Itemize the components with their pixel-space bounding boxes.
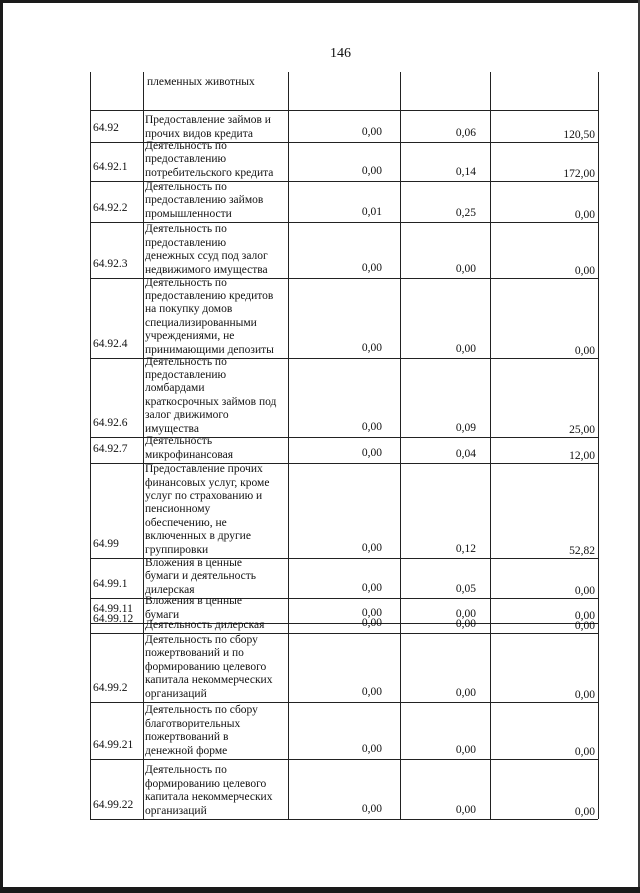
activity-name-line: благотворительных [145, 717, 241, 730]
value-col-3: 0,00 [574, 805, 595, 818]
activity-code: 64.99.11 [93, 602, 133, 615]
table-vertical-line [400, 72, 401, 819]
table-vertical-line [90, 72, 91, 819]
activity-code: 64.99.21 [93, 738, 134, 751]
activity-name-line: предоставлению кредитов [145, 290, 274, 302]
activity-name-line: учреждениями, не [145, 330, 235, 343]
value-col-2: 0,00 [455, 686, 476, 699]
value-col-2: 0,05 [455, 582, 476, 595]
value-col-3: 0,00 [574, 619, 595, 632]
activity-name-line: прочих видов кредита [145, 127, 253, 140]
value-col-1: 0,01 [361, 205, 382, 218]
activity-name-line: организаций [145, 687, 207, 700]
activity-name-line: Деятельность по [145, 276, 227, 289]
activity-name-line: краткосрочных займов под [145, 395, 277, 408]
value-col-2: 0,00 [455, 743, 476, 756]
value-col-2: 0,00 [455, 803, 476, 816]
table-vertical-line [288, 72, 289, 819]
table-horizontal-line [90, 759, 598, 760]
value-col-2: 0,04 [455, 447, 476, 460]
activity-name-line: бумаги [145, 608, 180, 621]
activity-name-line: включенных в другие [145, 530, 251, 543]
activity-name-line: специализированными [145, 316, 257, 329]
activity-name-line: Деятельность [145, 435, 213, 448]
activity-name-line: бумаги и деятельность [145, 570, 257, 583]
value-col-2: 0,09 [455, 421, 476, 434]
activity-name-line: на покупку домов [145, 303, 233, 316]
table-horizontal-line [90, 819, 598, 820]
activity-name-line: ломбардами [145, 382, 205, 395]
activity-code: 64.92.4 [93, 337, 128, 350]
value-col-3: 0,00 [574, 609, 595, 622]
table-horizontal-line [90, 110, 598, 111]
value-col-2: 0,25 [455, 206, 476, 219]
activity-code: 64.99.22 [93, 798, 134, 811]
value-col-1: 0,00 [361, 581, 382, 594]
activity-name-line: Вложения в ценные [145, 556, 242, 569]
activity-name-line: залог движимого [145, 409, 229, 422]
value-col-1: 0,00 [361, 164, 382, 177]
activity-name-line: капитала некоммерческих [145, 674, 273, 687]
value-col-2: 0,00 [455, 262, 476, 275]
activity-name-line: обеспечению, не [145, 516, 227, 529]
table-vertical-line [490, 72, 491, 819]
activity-name-line: Деятельность по [145, 180, 227, 193]
activity-name-line: пожертвований и по [145, 647, 244, 660]
activity-name-line: потребительского кредита [145, 166, 274, 179]
table-vertical-line [598, 72, 599, 819]
value-col-1: 0,00 [361, 420, 382, 433]
activity-name-line: предоставлению займов [145, 194, 264, 207]
activity-name-line: предоставлению [145, 236, 227, 249]
scan-border-bottom [0, 887, 640, 893]
activity-name-line: Деятельность по сбору [145, 634, 258, 646]
activity-name-line: недвижимого имущества [145, 263, 268, 276]
value-col-3: 0,00 [574, 745, 595, 758]
value-col-1: 0,00 [361, 446, 382, 459]
activity-name-line: Вложения в ценные [145, 595, 242, 608]
activity-name-line: услуг по страхованию и [145, 490, 263, 502]
activity-name-line: предоставлению [145, 369, 227, 381]
value-col-3: 120,50 [563, 128, 595, 141]
activity-name-line: группировки [145, 543, 209, 556]
scan-border-top [0, 0, 640, 3]
continuation-name-line: племенных животных [147, 76, 255, 88]
activity-name-line: принимающими депозиты [145, 343, 274, 356]
value-col-2: 0,00 [455, 607, 476, 620]
table-horizontal-line [90, 702, 598, 703]
table-vertical-line [143, 72, 144, 819]
page-number: 146 [330, 46, 351, 61]
activity-name-line: Деятельность по [145, 139, 227, 152]
value-col-2: 0,14 [455, 165, 476, 178]
value-col-1: 0,00 [361, 541, 382, 554]
value-col-1: 0,00 [361, 742, 382, 755]
value-col-3: 25,00 [569, 423, 595, 436]
activity-name-line: имущества [145, 422, 199, 435]
activity-name-line: микрофинансовая [145, 448, 234, 461]
value-col-3: 0,00 [574, 208, 595, 221]
activity-name-line: формированию целевого [145, 777, 267, 790]
scan-border-left [0, 0, 3, 893]
value-col-2: 0,12 [455, 542, 476, 555]
value-col-3: 52,82 [569, 544, 595, 557]
value-col-2: 0,00 [455, 342, 476, 355]
value-col-1: 0,00 [361, 341, 382, 354]
activity-code: 64.92 [93, 121, 119, 134]
activity-code: 64.92.6 [93, 416, 128, 429]
value-col-1: 0,00 [361, 616, 382, 629]
activity-name-line: Деятельность по сбору [145, 704, 258, 717]
value-col-1: 0,00 [361, 802, 382, 815]
activity-code: 64.92.1 [93, 160, 128, 173]
value-col-1: 0,00 [361, 261, 382, 274]
value-col-2: 0,00 [455, 617, 476, 630]
activity-name-line: промышленности [145, 207, 232, 220]
activity-name-line: пожертвований в [145, 731, 229, 744]
value-col-3: 0,00 [574, 688, 595, 701]
value-col-3: 0,00 [574, 344, 595, 357]
value-col-1: 0,00 [361, 125, 382, 138]
value-col-3: 172,00 [563, 167, 595, 180]
activity-code: 64.92.3 [93, 257, 128, 270]
activity-name-line: капитала некоммерческих [145, 791, 273, 804]
activity-name-line: дилерская [145, 583, 195, 596]
activity-code: 64.99.2 [93, 681, 128, 694]
activity-code: 64.99 [93, 537, 119, 550]
activity-name-line: пенсионному [145, 503, 211, 516]
value-col-3: 12,00 [569, 449, 595, 462]
activity-code: 64.92.7 [93, 442, 128, 455]
activity-name-line: финансовых услуг, кроме [145, 476, 270, 489]
activity-name-line: Деятельность по [145, 223, 227, 236]
value-col-3: 0,00 [574, 584, 595, 597]
activity-name-line: денежных ссуд под залог [145, 250, 268, 263]
activity-name-line: Деятельность по [145, 764, 227, 777]
activity-name-line: предоставлению [145, 153, 227, 166]
value-col-2: 0,06 [455, 126, 476, 139]
activity-name-line: Предоставление займов и [145, 114, 271, 127]
activity-name-line: Деятельность дилерская [145, 618, 265, 631]
value-col-3: 0,00 [574, 264, 595, 277]
activity-code: 64.99.1 [93, 577, 128, 590]
activity-name-line: Предоставление прочих [145, 463, 263, 476]
value-col-1: 0,00 [361, 685, 382, 698]
value-col-1: 0,00 [361, 606, 382, 619]
activity-name-line: Деятельность по [145, 355, 227, 368]
activity-name-line: денежной форме [145, 744, 228, 757]
activity-name-line: организаций [145, 804, 207, 817]
activity-code: 64.99.12 [93, 612, 134, 625]
activity-name-line: формированию целевого [145, 660, 267, 673]
activity-code: 64.92.2 [93, 201, 128, 214]
